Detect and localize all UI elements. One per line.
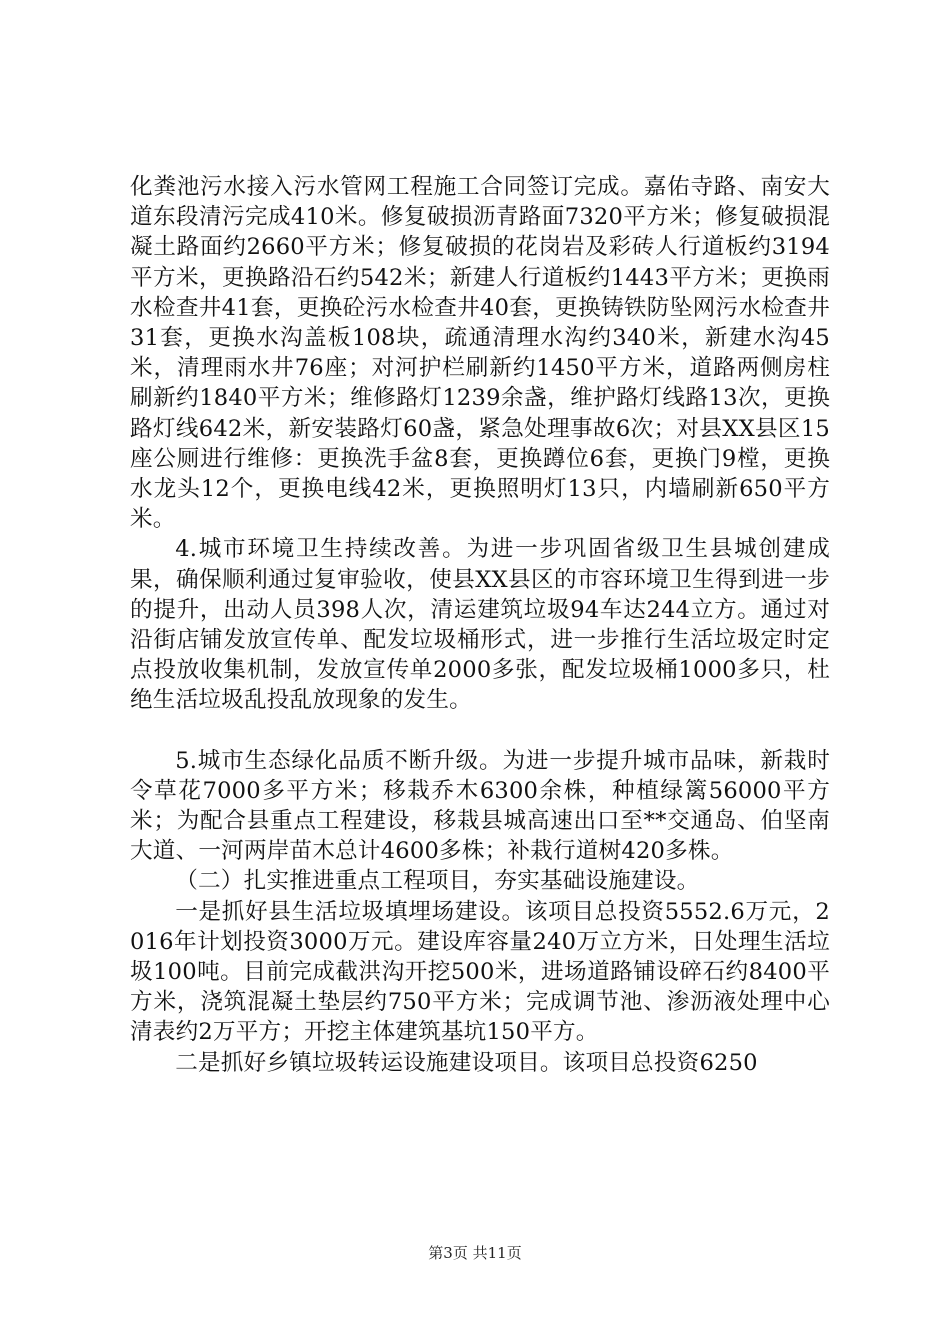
page-number-footer: 第3页 共11页	[428, 1244, 522, 1262]
document-body	[130, 172, 830, 1078]
paragraph-transfer-facilities: 二是抓好乡镇垃圾转运设施建设项目。该项目总投资6250	[175, 1049, 758, 1076]
paragraph-greening-quality: 5.城市生态绿化品质不断升级。为进一步提升城市品味，新栽时令草花7000多平方米；移栽乔木6300余株，种植绿篱56000平方米；为配合县重点工程建设，移栽县城高速出口至**交通岛、伯坚南大道、一河两岸苗木总计4600多株；补栽行道树420多株。	[130, 747, 830, 865]
section-heading-key-projects: （二）扎实推进重点工程项目，夯实基础设施建设。	[175, 868, 700, 895]
paragraph-environmental-sanitation: 4.城市环境卫生持续改善。为进一步巩固省级卫生县城创建成果，确保顺利通过复审验收，使县XX县区的市容环境卫生得到进一步的提升，出动人员398人次，清运建筑垃圾94车达244立方。通过对沿街店铺发放宣传单、配发垃圾桶形式，进一步推行生活垃圾定时定点投放收集机制，发放宣传单2000多张，配发垃圾桶1000多只，杜绝生活垃圾乱投乱放现象的发生。	[130, 536, 830, 714]
paragraph-infrastructure-repairs: 化粪池污水接入污水管网工程施工合同签订完成。嘉佑寺路、南安大道东段清污完成410米。修复破损沥青路面7320平方米；修复破损混凝土路面约2660平方米；修复破损的花岗岩及彩砖人行道板约3194平方米，更换路沿石约542米；新建人行道板约1443平方米；更换雨水检查井41套，更换砼污水检查井40套，更换铸铁防坠网污水检查井31套，更换水沟盖板108块，疏通清理水沟约340米，新建水沟45米，清理雨水井76座；对河护栏刷新约1450平方米，道路两侧房柱刷新约1840平方米；维修路灯1239余盏，维护路灯线路13次，更换路灯线642米，新安装路灯60盏，紧急处理事故6次；对县XX县区15座公厕进行维修：更换洗手盆8套，更换蹲位6套，更换门9樘，更换水龙头12个，更换电线42米，更换照明灯13只，内墙刷新650平方米。	[130, 174, 830, 533]
paragraph-landfill-construction: 一是抓好县生活垃圾填埋场建设。该项目总投资5552.6万元，2016年计划投资3000万元。建设库容量240万立方米，日处理生活垃圾100吨。目前完成截洪沟开挖500米，进场道路铺设碎石约8400平方米，浇筑混凝土垫层约750平方米；完成调节池、渗沥液处理中心清表约2万平方；开挖主体建筑基坑150平方。	[130, 898, 830, 1046]
